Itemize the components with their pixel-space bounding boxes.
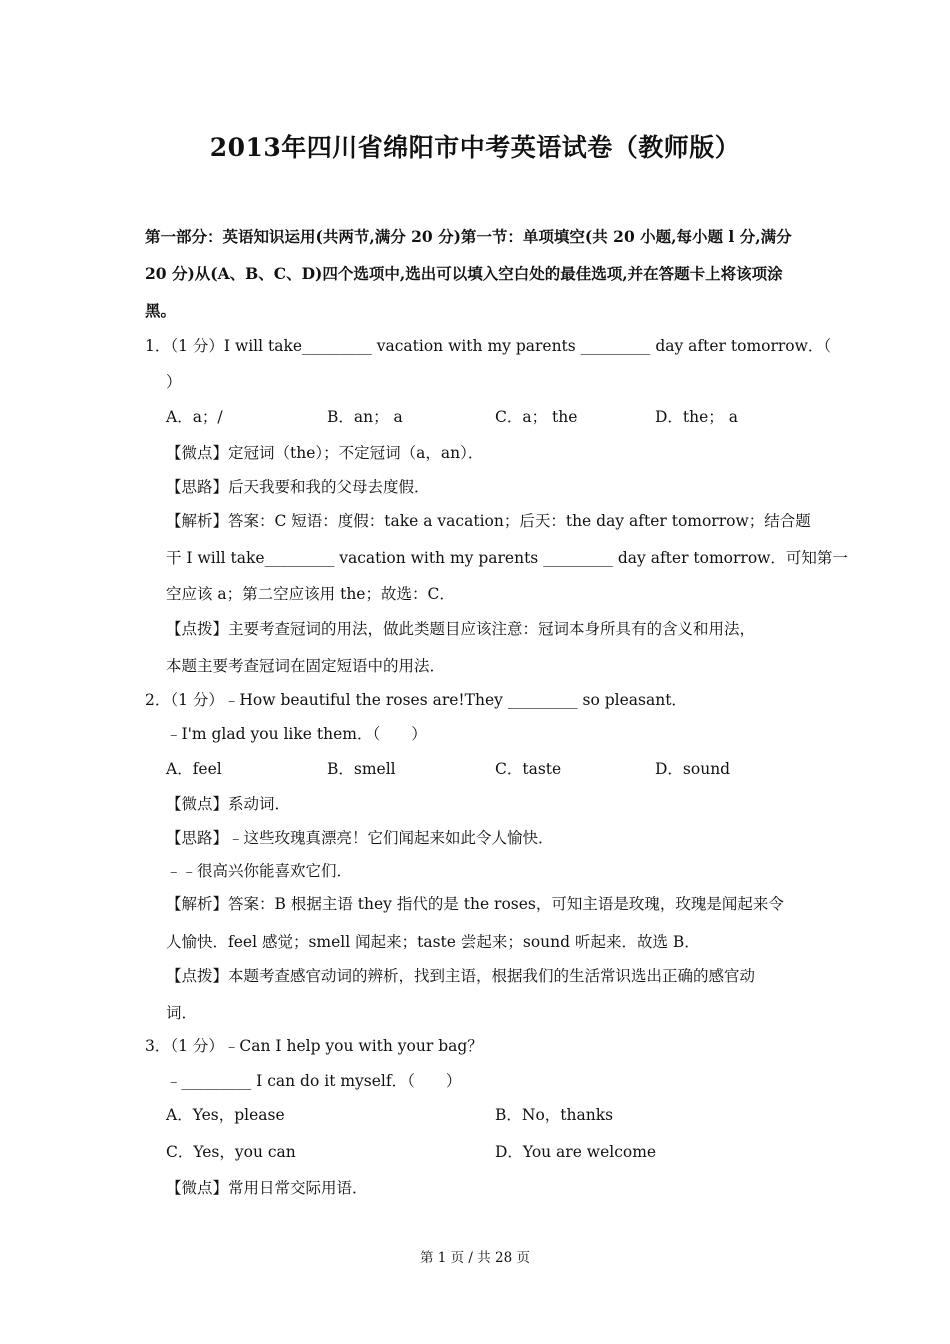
q2-option-a: A．feel [166, 760, 222, 778]
q2-dianbo-line: 【点拨】本题考查感官动词的辨析，找到主语，根据我们的生活常识选出正确的感官动 [166, 967, 756, 985]
section-line: 第一部分：英语知识运用(共两节,满分 20 分)第一节：单项填空(共 20 小题,每小题 l 分,满分 [145, 227, 792, 246]
q1-option-b: B．an； a [327, 408, 403, 426]
q2-option-d: D．sound [655, 760, 731, 778]
q2-silu: 【思路】﹣这些玫瑰真漂亮！它们闻起来如此令人愉快． [166, 829, 554, 847]
page-footer: 第 1 页 / 共 28 页 [419, 1250, 531, 1266]
q2-stem: 2．（1 分）﹣How beautiful the roses are!They _________ so pleasant． [145, 691, 687, 709]
q2-option-c: C．taste [495, 760, 562, 778]
q1-weidian: 【微点】定冠词（the）；不定冠词（a，an）． [166, 444, 484, 462]
q3-stem-2: ﹣_________ I can do it myself．（ ） [166, 1072, 462, 1090]
q1-option-c: C．a； the [495, 408, 578, 426]
q2-option-b: B．smell [327, 760, 396, 778]
q1-jiexi-line: 【解析】答案：C 短语：度假：take a vacation；后天：the day after tomorrow；结合题 [166, 512, 811, 530]
q2-weidian: 【微点】系动词． [166, 795, 291, 813]
q1-jiexi-line: 空应该 a；第二空应该用 the；故选：C． [166, 585, 455, 603]
q1-option-d: D．the； a [655, 408, 738, 426]
q1-jiexi-line: 干 I will take_________ vacation with my parents _________ day after tomorrow．可知第一 [166, 549, 848, 567]
q2-jiexi-line: 【解析】答案：B 根据主语 they 指代的是 the roses，可知主语是玫瑰，玫瑰是闻起来令 [166, 895, 784, 913]
q1-dianbo-line: 【点拨】主要考查冠词的用法，做此类题目应该注意：冠词本身所具有的含义和用法， [166, 620, 756, 638]
q3-option-c: C．Yes，you can [166, 1143, 296, 1161]
q3-option-b: B．No，thanks [495, 1106, 614, 1124]
section-line: 黑。 [145, 301, 177, 320]
q3-option-a: A．Yes，please [166, 1106, 285, 1124]
q2-stem-2: ﹣I'm glad you like them．（ ） [166, 725, 427, 743]
page-title: 2013年四川省绵阳市中考英语试卷（教师版） [209, 133, 741, 162]
q2-jiexi-line: 人愉快．feel 感觉；smell 闻起来；taste 尝起来；sound 听起来．故选 B． [166, 933, 700, 951]
q3-stem: 3．（1 分）﹣Can I help you with your bag？ [145, 1037, 483, 1055]
q1-dianbo-line: 本题主要考查冠词在固定短语中的用法． [166, 657, 446, 675]
section-line: 20 分)从(A、B、C、D)四个选项中,选出可以填入空白处的最佳选项,并在答题卡上将该项涂 [145, 264, 783, 283]
q3-weidian: 【微点】常用日常交际用语． [166, 1179, 368, 1197]
q2-dianbo-line: 词． [166, 1004, 198, 1022]
q1-stem: 1．（1 分）I will take_________ vacation with my parents _________ day after tomorrow．（ [145, 337, 832, 355]
q1-stem-cont: ） [166, 373, 182, 391]
q1-silu: 【思路】后天我要和我的父母去度假． [166, 478, 430, 496]
q3-option-d: D．You are welcome [495, 1143, 657, 1161]
q2-silu-2: ﹣﹣很高兴你能喜欢它们． [166, 862, 353, 880]
q1-option-a: A．a；/ [166, 408, 223, 426]
section-instructions [145, 218, 810, 329]
